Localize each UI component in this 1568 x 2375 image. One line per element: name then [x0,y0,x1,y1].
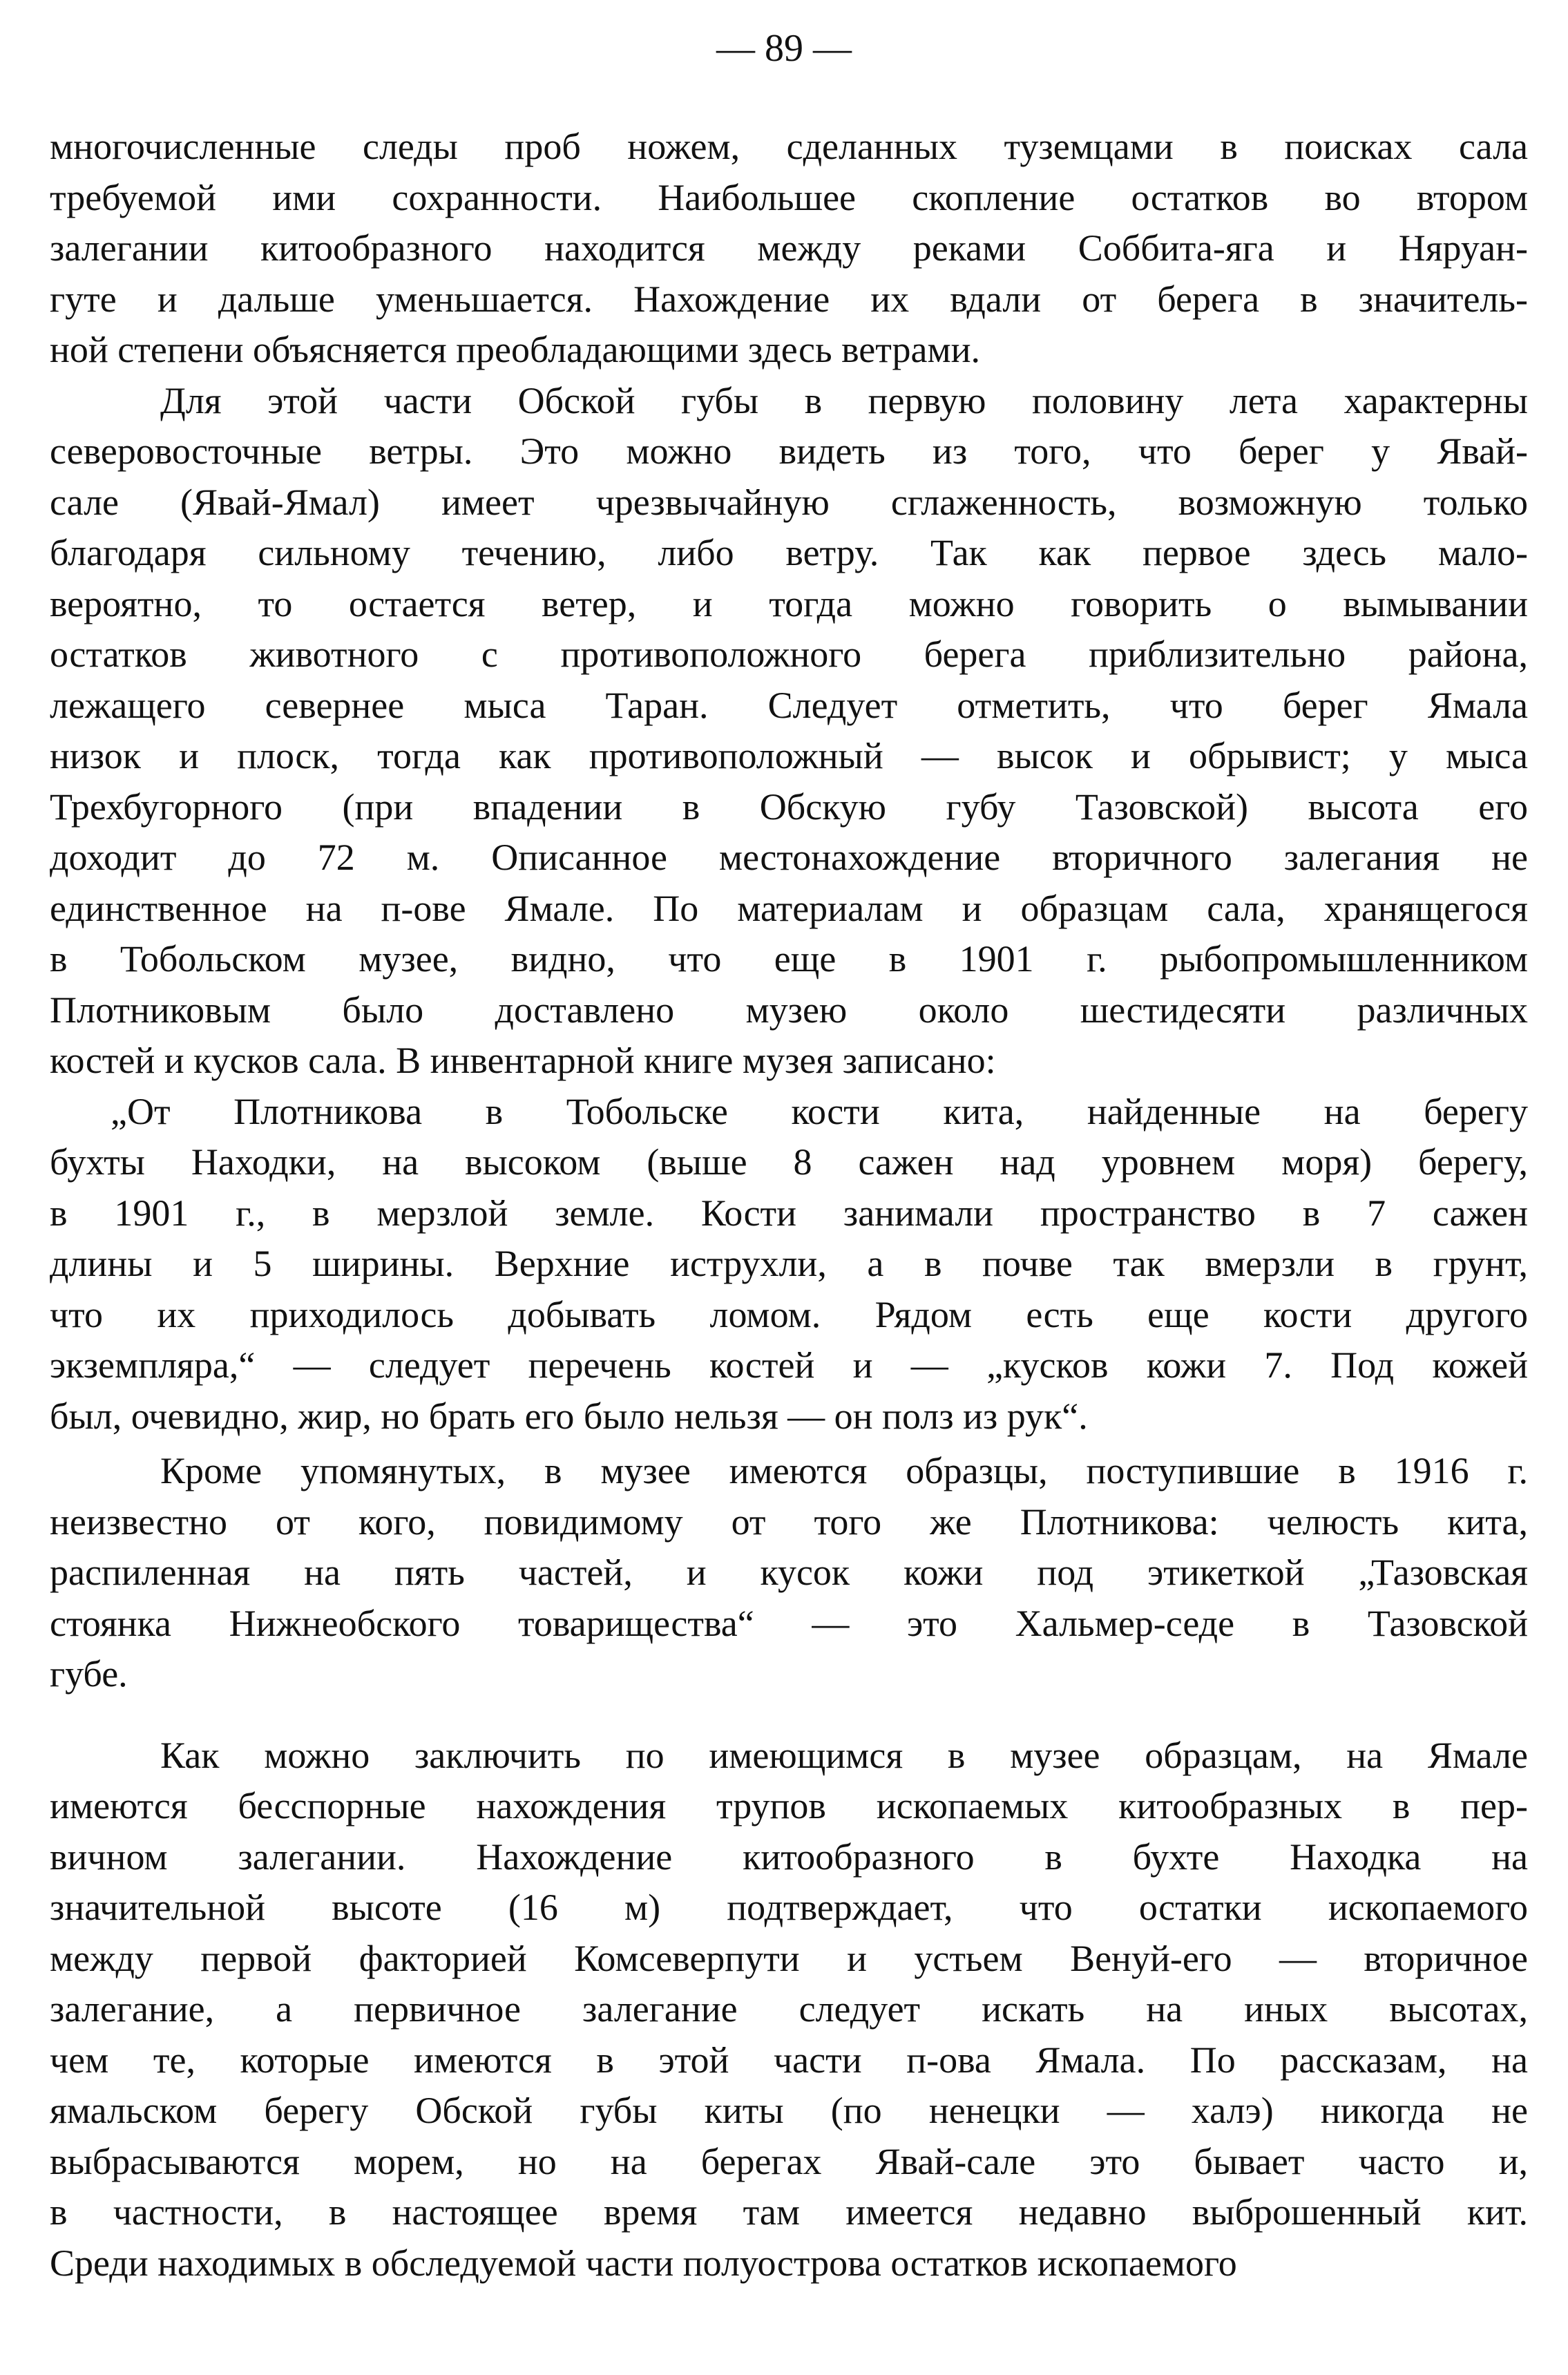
text-line: между первой факторией Комсеверпути и устьем Венуй-его — вторичное [50,1937,1528,1979]
body-text [50,122,1528,2289]
text-line: чем те, которые имеются в этой части п-ова Ямала. По рассказам, на [50,2039,1528,2081]
text-line: значительной высоте (16 м) подтверждает, что остатки ископаемого [50,1887,1528,1928]
text-line: благодаря сильному течению, либо ветру. Так как первое здесь мало- [50,532,1528,573]
text-line: единственное на п-ове Ямале. По материалам и образцам сала, хранящегося [50,887,1528,929]
text-line: многочисленные следы проб ножем, сделанных туземцами в поисках сала [50,126,1528,167]
paragraph [50,1446,1528,1700]
text-line: был, очевидно, жир, но брать его было нельзя — он полз из рук“. [50,1395,1088,1437]
text-line: экземпляра,“ — следует перечень костей и — „кусков кожи 7. Под кожей [50,1344,1528,1386]
text-line: Плотниковым было доставлено музею около шестидесяти различных [50,989,1528,1031]
paragraph [50,1730,1528,2289]
text-line: что их приходилось добывать ломом. Рядом есть еще кости другого [50,1293,1528,1335]
text-line: губе. [50,1653,128,1695]
text-line: Кроме упомянутых, в музее имеются образцы, поступившие в 1916 г. [160,1450,1528,1491]
text-line: залегание, а первичное залегание следует искать на иных высотах, [50,1988,1528,2030]
text-line: „От Плотникова в Тобольске кости кита, найденные на берегу [111,1090,1528,1132]
paragraph [50,1087,1528,1442]
text-line: лежащего севернее мыса Таран. Следует отметить, что берег Ямала [50,684,1528,726]
text-line: Трехбугорного (при впадении в Обскую губу Тазовской) высота его [50,785,1528,828]
text-line: Для этой части Обской губы в первую половину лета характерны [160,379,1528,421]
text-line: вичном залегании. Нахождение китообразного в бухте Находка на [50,1835,1528,1878]
text-line: длины и 5 ширины. Верхние иструхли, а в почве так вмерзли в грунт, [50,1243,1528,1284]
text-line: неизвестно от кого, повидимому от того же Плотникова: челюсть кита, [50,1500,1528,1543]
text-line: требуемой ими сохранности. Наибольшее скопление остатков во втором [50,176,1528,218]
text-line: выбрасываются морем, но на берегах Явай-сале это бывает часто и, [50,2140,1528,2182]
text-line: костей и кусков сала. В инвентарной книге музея записано: [50,1040,996,1081]
text-line: Среди находимых в обследуемой части полуострова остатков ископаемого [50,2242,1237,2284]
text-line: в Тобольском музее, видно, что еще в 1901 г. рыбопромышленником [50,938,1528,980]
paragraph [50,122,1528,376]
paragraph [50,376,1528,1087]
text-line: имеются бесспорные нахождения трупов ископаемых китообразных в пер- [50,1785,1528,1826]
text-line: Как можно заключить по имеющимся в музее образцам, на Ямале [160,1734,1528,1776]
text-line: в 1901 г., в мерзлой земле. Кости занимали пространство в 7 сажен [50,1192,1528,1234]
text-line: залегании китообразного находится между реками Соббита-яга и Няруан- [50,227,1528,269]
text-line: низок и плоск, тогда как противоположный — высок и обрывист; у мыса [50,735,1528,776]
text-line: остатков животного с противоположного берега приблизительно района, [50,633,1528,675]
text-line: доходит до 72 м. Описанное местонахождение вторичного залегания не [50,837,1528,878]
text-line: распиленная на пять частей, и кусок кожи под этикеткой „Тазовская [50,1552,1528,1593]
text-line: вероятно, то остается ветер, и тогда можно говорить о вымывании [50,582,1528,624]
text-line: северовосточные ветры. Это можно видеть из того, что берег у Явай- [50,430,1528,472]
paragraph-gap [50,1700,1528,1730]
text-line: ямальском берегу Обской губы киты (по ненецки — халэ) никогда не [50,2090,1528,2131]
text-line: гуте и дальше уменьшается. Нахождение их вдали от берега в значитель- [50,278,1528,320]
text-line: бухты Находки, на высоком (выше 8 сажен над уровнем моря) берегу, [50,1141,1528,1183]
text-line: ной степени объясняется преобладающими здесь ветрами. [50,329,981,370]
text-line: стоянка Нижнеобского товарищества“ — это Хальмер-седе в Тазовской [50,1602,1528,1644]
page-number: — 89 — [716,27,852,70]
text-line: в частности, в настоящее время там имеется недавно выброшенный кит. [50,2191,1528,2233]
text-line: сале (Явай-Ямал) имеет чрезвычайную сглаженность, возможную только [50,481,1528,523]
